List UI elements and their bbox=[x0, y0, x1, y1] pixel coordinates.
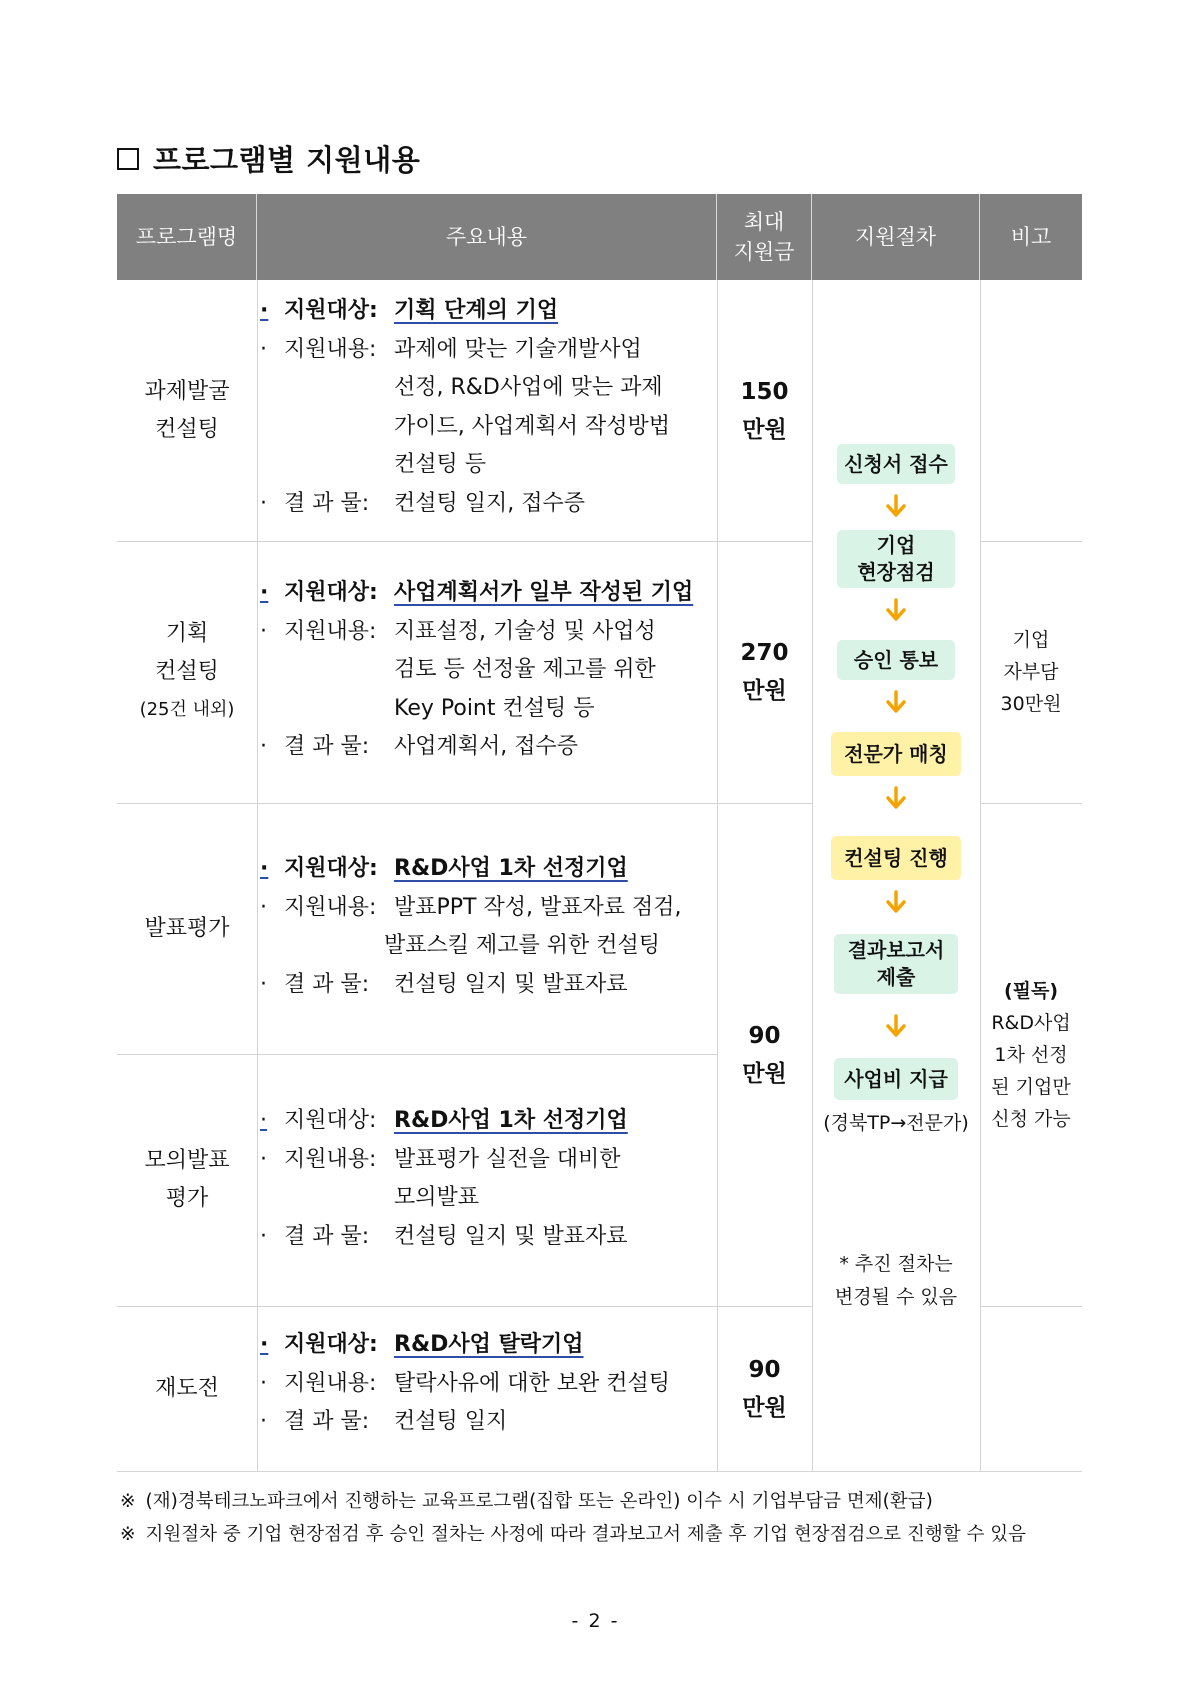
target-text: R&D사업 1차 선정기업 bbox=[394, 1108, 628, 1133]
header-procedure: 지원절차 bbox=[812, 194, 980, 280]
program-table bbox=[117, 194, 1082, 1472]
section-heading bbox=[117, 138, 420, 179]
bullet-icon: · bbox=[260, 618, 267, 644]
header-max-amount: 최대 지원금 bbox=[717, 194, 812, 280]
page-number: - 2 - bbox=[571, 1610, 620, 1632]
program-content: · 지원대상: R&D사업 탈락기업 · 지원내용: 탈락사유에 대한 보완 컨설팅 · 결 과 물: 컨설팅 일지 bbox=[260, 1326, 715, 1442]
header-program: 프로그램명 bbox=[117, 194, 257, 280]
header-remark: 비고 bbox=[980, 194, 1082, 280]
bullet-icon: · bbox=[260, 734, 267, 759]
arrow-down-icon bbox=[884, 786, 908, 810]
bullet-icon: · bbox=[260, 298, 269, 323]
grid-line bbox=[257, 280, 258, 1472]
bullet-icon: · bbox=[260, 580, 269, 605]
bullet-icon: · bbox=[260, 1108, 267, 1133]
bullet-icon: · bbox=[260, 971, 267, 997]
step-site-inspection: 기업 현장점검 bbox=[837, 530, 955, 588]
max-amount: 270 만원 bbox=[740, 640, 789, 704]
program-content: · 지원대상: 기획 단계의 기업 · 지원내용: 과제에 맞는 기술개발사업 선정, R&D사업에 맞는 과제 가이드, 사업계획서 작성방법 컨설팅 등 · 결 과 물: 컨설팅 일지, 접수증 bbox=[260, 292, 715, 523]
step-approval: 승인 통보 bbox=[837, 640, 955, 680]
payment-note: (경북TP→전문가) bbox=[823, 1112, 969, 1134]
footnote: ※ 지원절차 중 기업 현장점검 후 승인 절차는 사정에 따라 결과보고서 제출 후 기업 현장점검으로 진행할 수 있음 bbox=[120, 1524, 1026, 1545]
program-name: 재도전 bbox=[155, 1375, 219, 1401]
checkbox-square-icon bbox=[117, 148, 139, 170]
program-name: 과제발굴 컨설팅 bbox=[144, 378, 230, 442]
footnotes bbox=[120, 1485, 1026, 1551]
program-name: 발표평가 bbox=[144, 915, 230, 941]
grid-line bbox=[980, 1306, 1082, 1307]
bullet-icon: · bbox=[260, 490, 267, 516]
bullet-icon: · bbox=[260, 1146, 267, 1172]
max-amount: 150 만원 bbox=[740, 378, 789, 443]
footnote: ※ (재)경북테크노파크에서 진행하는 교육프로그램(집합 또는 온라인) 이수 시 기업부담금 면제(환급) bbox=[120, 1491, 933, 1512]
bullet-icon: · bbox=[260, 336, 267, 362]
bullet-icon: · bbox=[260, 856, 269, 881]
target-text: 사업계획서가 일부 작성된 기업 bbox=[394, 580, 694, 605]
max-amount: 90 만원 bbox=[742, 1022, 787, 1087]
arrow-down-icon bbox=[884, 598, 908, 622]
header-content: 주요내용 bbox=[257, 194, 717, 280]
procedure-flow bbox=[812, 280, 980, 1471]
bullet-icon: · bbox=[260, 894, 267, 920]
target-text: R&D사업 1차 선정기업 bbox=[394, 856, 628, 881]
step-expert-matching: 전문가 매칭 bbox=[831, 732, 961, 776]
program-content: · 지원대상: R&D사업 1차 선정기업 · 지원내용: 발표평가 실전을 대비한 모의발표 · 결 과 물: 컨설팅 일지 및 발표자료 bbox=[260, 1102, 715, 1256]
procedure-change-note: * 추진 절차는 변경될 수 있음 bbox=[834, 1253, 958, 1308]
bullet-icon: · bbox=[260, 1223, 267, 1249]
program-name: 모의발표 평가 bbox=[144, 1148, 230, 1211]
step-consulting: 컨설팅 진행 bbox=[831, 836, 961, 880]
bullet-icon: · bbox=[260, 1332, 269, 1357]
arrow-down-icon bbox=[884, 1014, 908, 1038]
program-content: · 지원대상: 사업계획서가 일부 작성된 기업 · 지원내용: 지표설정, 기술성 및 사업성 검토 등 선정율 제고를 위한 Key Point 컨설팅 등 · 결 과 물: 사업계획서, 접수증 bbox=[260, 574, 715, 767]
step-payment: 사업비 지급 bbox=[834, 1058, 958, 1100]
remark-self-payment: 기업 자부담 30만원 bbox=[1000, 629, 1062, 715]
arrow-down-icon bbox=[884, 890, 908, 914]
arrow-down-icon bbox=[884, 494, 908, 518]
program-content: · 지원대상: R&D사업 1차 선정기업 · 지원내용: 발표PPT 작성, 발표자료 점검, 발표스킬 제고를 위한 컨설팅 · 결 과 물: 컨설팅 일지 및 발표자료 bbox=[260, 850, 715, 1004]
remark-must-read: (필독) R&D사업 1차 선정 된 기업만 신청 가능 bbox=[991, 979, 1071, 1130]
target-text: 기획 단계의 기업 bbox=[394, 298, 559, 323]
table-bottom-line bbox=[117, 1471, 1082, 1472]
max-amount: 90 만원 bbox=[742, 1356, 787, 1421]
program-name: 기획 컨설팅 (25건 내외) bbox=[139, 621, 235, 720]
step-application: 신청서 접수 bbox=[837, 444, 955, 484]
target-text: R&D사업 탈락기업 bbox=[394, 1332, 584, 1357]
arrow-down-icon bbox=[884, 690, 908, 714]
bullet-icon: · bbox=[260, 1409, 267, 1434]
bullet-icon: · bbox=[260, 1370, 267, 1396]
heading-text: 프로그램별 지원내용 bbox=[153, 143, 421, 177]
step-final-report: 결과보고서 제출 bbox=[834, 934, 958, 994]
